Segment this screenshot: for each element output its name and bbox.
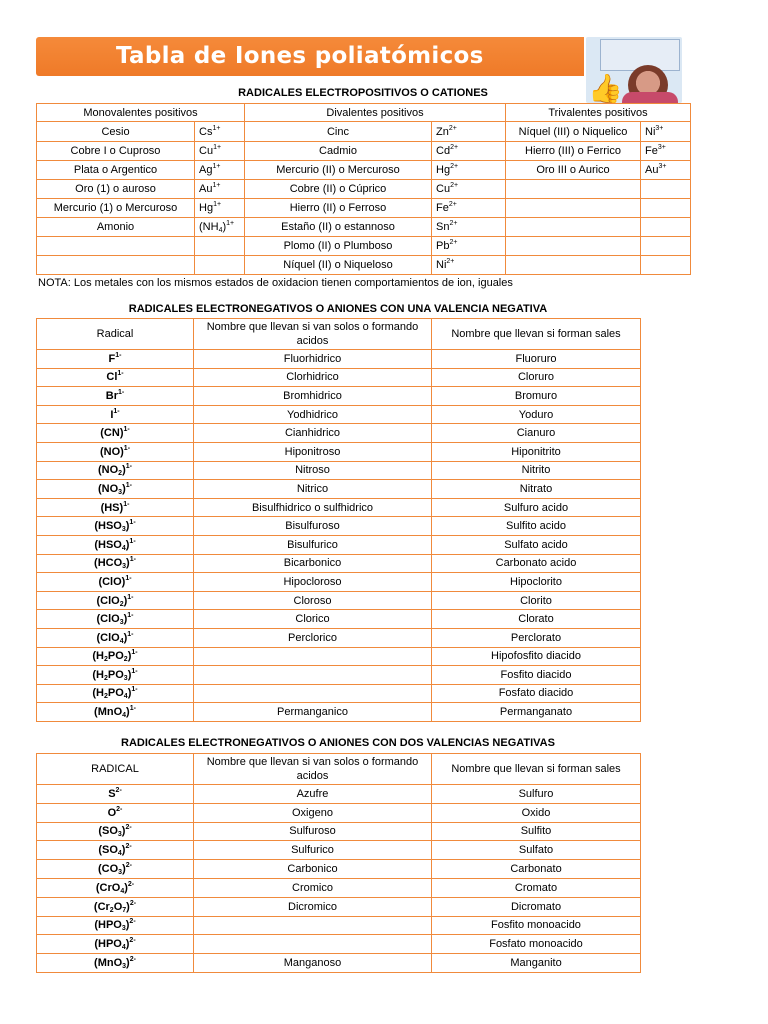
acid-name-cell: Hiponitroso	[194, 442, 432, 461]
charge-superscript: 2+	[450, 182, 459, 189]
cation-symbol-cell	[195, 256, 245, 275]
salt-name-cell: Cromato	[432, 878, 641, 897]
radical-formula-cell	[37, 480, 194, 499]
radical-formula-cell	[37, 554, 194, 573]
charge-superscript: 1+	[212, 124, 221, 132]
anions2-body	[37, 754, 641, 973]
acid-name-cell: Bisulfurico	[194, 535, 432, 554]
salt-name-cell: Cianuro	[432, 424, 641, 443]
cation-symbol-cell	[432, 161, 506, 180]
charge-superscript: 1-	[127, 593, 134, 601]
cation-name-cell: Mercurio (1) o Mercuroso	[37, 199, 195, 218]
cation-symbol-cell	[432, 122, 506, 142]
charge-superscript: 1-	[131, 649, 138, 657]
table-row	[37, 218, 691, 237]
formula-base: Au	[199, 183, 213, 195]
formula-base: Au	[645, 164, 659, 176]
charge-superscript: 1-	[125, 481, 132, 489]
acid-name-cell: Clorhidrico	[194, 368, 432, 387]
cation-symbol-cell	[641, 161, 691, 180]
anions1-table	[36, 318, 641, 722]
salt-name-cell: Sulfuro acido	[432, 498, 641, 517]
acid-name-cell: Cloroso	[194, 591, 432, 610]
charge-superscript: 2+	[449, 220, 458, 227]
charge-superscript: 2+	[449, 239, 458, 246]
charge-superscript: 1-	[129, 537, 136, 545]
cation-name-cell: Plomo (II) o Plumboso	[245, 237, 432, 256]
anions2-table	[36, 753, 641, 973]
table-row	[37, 703, 641, 722]
formula-base: Ni	[645, 125, 656, 138]
cation-name-cell: Cobre I o Cuproso	[37, 142, 195, 161]
table-row	[37, 591, 641, 610]
radical-formula-cell	[37, 498, 194, 517]
radical-formula-cell	[37, 666, 194, 685]
charge-superscript: 1+	[212, 182, 221, 189]
charge-superscript: 1-	[131, 667, 138, 675]
radical-formula-cell	[37, 684, 194, 703]
acid-name-cell: Azufre	[194, 785, 432, 804]
formula-base: $(H_2PO_3)$	[92, 668, 132, 682]
charge-superscript: 2-	[116, 805, 123, 813]
cation-symbol-cell	[641, 180, 691, 199]
charge-superscript: 2+	[450, 144, 459, 151]
anions1-header-cell: Radical	[37, 319, 194, 350]
formula-base: $(Cr_2O_7)$	[93, 900, 130, 914]
acid-name-cell: Hipocloroso	[194, 573, 432, 592]
charge-superscript: 2+	[446, 258, 455, 265]
salt-name-cell: Hiponitrito	[432, 442, 641, 461]
acid-name-cell: Carbonico	[194, 860, 432, 879]
acid-name-cell	[194, 666, 432, 685]
cation-name-cell	[506, 180, 641, 199]
cation-name-cell: Hierro (III) o Ferrico	[506, 142, 641, 161]
charge-superscript: 2+	[448, 124, 457, 132]
formula-base: Ag	[199, 164, 213, 176]
formula-base: $(HSO_3)$	[94, 520, 130, 534]
formula-base: (CN)	[100, 427, 124, 440]
cation-name-cell: Níquel (III) o Niquelico	[506, 122, 641, 142]
table-row	[37, 554, 641, 573]
salt-name-cell: Yoduro	[432, 405, 641, 424]
table-row	[37, 350, 641, 369]
radical-formula-cell	[37, 591, 194, 610]
acid-name-cell	[194, 684, 432, 703]
formula-base: Cd	[436, 145, 451, 157]
radical-formula-cell	[37, 405, 194, 424]
salt-name-cell: Nitrito	[432, 461, 641, 480]
cation-symbol-cell	[195, 122, 245, 142]
cations-body	[37, 104, 691, 275]
salt-name-cell: Carbonato	[432, 860, 641, 879]
table-row	[37, 535, 641, 554]
table-row	[37, 647, 641, 666]
acid-name-cell: Perclorico	[194, 628, 432, 647]
salt-name-cell: Bromuro	[432, 387, 641, 406]
cation-symbol-cell	[195, 237, 245, 256]
anions1-header-cell: Nombre que llevan si forman sales	[432, 319, 641, 350]
salt-name-cell: Nitrato	[432, 480, 641, 499]
formula-base: (MnO$_3$)	[94, 957, 130, 971]
banner-title: Tabla de Iones poliatómicos	[116, 43, 484, 69]
cations-header-cell: Trivalentes positivos	[506, 104, 691, 122]
anions1-body	[37, 319, 641, 722]
cation-name-cell: Plata o Argentico	[37, 161, 195, 180]
charge-superscript: 1-	[123, 444, 131, 452]
cation-name-cell: Amonio	[37, 218, 195, 237]
charge-superscript: 2-	[129, 956, 136, 964]
formula-base: (ClO$_4$)	[96, 631, 128, 645]
formula-base: $(SO_4)$	[98, 844, 126, 858]
radical-formula-cell	[37, 387, 194, 406]
cation-name-cell: Níquel (II) o Niqueloso	[245, 256, 432, 275]
cation-name-cell: Hierro (II) o Ferroso	[245, 199, 432, 218]
formula-base: (HS)	[100, 501, 124, 514]
formula-base: $(HPO_3)$	[94, 919, 130, 933]
formula-base: Hg	[199, 202, 214, 214]
charge-superscript: 1-	[117, 370, 124, 378]
note-text: NOTA: Los metales con los mismos estados de oxidacion tienen comportamientos de ion, iguales	[38, 277, 513, 289]
formula-base: S	[108, 787, 116, 800]
cations-table	[36, 103, 691, 275]
charge-superscript: 2-	[129, 937, 136, 945]
cation-symbol-cell	[195, 218, 245, 237]
formula-base: F	[108, 352, 116, 365]
formula-base: (ClO$_2$)	[96, 594, 128, 608]
formula-base: Cu	[199, 145, 214, 157]
radical-formula-cell	[37, 350, 194, 369]
cation-symbol-cell	[195, 161, 245, 180]
acid-name-cell: Clorico	[194, 610, 432, 629]
salt-name-cell: Perclorato	[432, 628, 641, 647]
cations-header-cell: Monovalentes positivos	[37, 104, 245, 122]
cation-symbol-cell	[432, 199, 506, 218]
radical-formula-cell	[37, 535, 194, 554]
anions2-header-cell: RADICAL	[37, 754, 194, 785]
acid-name-cell: Bromhidrico	[194, 387, 432, 406]
charge-superscript: 2+	[450, 163, 459, 170]
salt-name-cell: Sulfuro	[432, 785, 641, 804]
charge-superscript: 1+	[212, 163, 221, 170]
table-row	[37, 860, 641, 879]
cation-symbol-cell	[641, 199, 691, 218]
acid-name-cell: Manganoso	[194, 954, 432, 973]
table-row	[37, 841, 641, 860]
charge-superscript: 3+	[657, 144, 666, 151]
formula-base: Cu	[436, 183, 451, 195]
radical-formula-cell	[37, 841, 194, 860]
formula-base: $(NO_3)$	[98, 482, 126, 496]
charge-superscript: 2-	[125, 843, 132, 851]
charge-superscript: 2+	[448, 201, 457, 208]
salt-name-cell: Fosfato monoacido	[432, 935, 641, 954]
charge-superscript: 1-	[127, 630, 134, 638]
formula-base: $(NH_4)$	[199, 221, 227, 234]
formula-base: I	[110, 408, 114, 421]
salt-name-cell: Oxido	[432, 803, 641, 822]
acid-name-cell	[194, 647, 432, 666]
table-row	[37, 684, 641, 703]
radical-formula-cell	[37, 517, 194, 536]
cations-header-row	[37, 104, 691, 122]
formula-base: Ni	[436, 259, 447, 271]
salt-name-cell: Manganito	[432, 954, 641, 973]
charge-superscript: 1-	[118, 388, 125, 396]
charge-superscript: 2-	[129, 899, 137, 907]
formula-base: $(NO_2)$	[98, 464, 126, 478]
salt-name-cell: Cloruro	[432, 368, 641, 387]
table-row	[37, 480, 641, 499]
salt-name-cell: Clorito	[432, 591, 641, 610]
acid-name-cell	[194, 935, 432, 954]
charge-superscript: 1-	[113, 407, 120, 415]
radical-formula-cell	[37, 916, 194, 935]
cation-symbol-cell	[195, 142, 245, 161]
acid-name-cell: Nitrico	[194, 480, 432, 499]
charge-superscript: 1-	[129, 705, 136, 713]
cation-symbol-cell	[432, 142, 506, 161]
acid-name-cell: Permanganico	[194, 703, 432, 722]
formula-base: Br	[105, 389, 118, 402]
acid-name-cell: Oxigeno	[194, 803, 432, 822]
title-banner	[36, 37, 584, 76]
salt-name-cell: Sulfito	[432, 822, 641, 841]
cation-symbol-cell	[641, 256, 691, 275]
table-row	[37, 916, 641, 935]
charge-superscript: 1-	[131, 686, 138, 694]
formula-base: Cs	[199, 125, 213, 138]
acid-name-cell: Nitroso	[194, 461, 432, 480]
cation-name-cell: Mercurio (II) o Mercuroso	[245, 161, 432, 180]
charge-superscript: 2-	[129, 918, 136, 926]
cation-symbol-cell	[641, 122, 691, 142]
table-row	[37, 142, 691, 161]
salt-name-cell: Permanganato	[432, 703, 641, 722]
charge-superscript: 1-	[125, 574, 132, 582]
cation-name-cell: Estaño (II) o estannoso	[245, 218, 432, 237]
acid-name-cell: Dicromico	[194, 897, 432, 916]
table-row	[37, 442, 641, 461]
table-row	[37, 237, 691, 256]
cation-symbol-cell	[641, 142, 691, 161]
cation-name-cell	[506, 218, 641, 237]
table-row	[37, 368, 641, 387]
formula-base: $(SO_3)$	[98, 825, 126, 839]
anions1-header-cell: Nombre que llevan si van solos o formando acidos	[194, 319, 432, 350]
cation-name-cell: Cobre (II) o Cúprico	[245, 180, 432, 199]
formula-base: Sn	[436, 221, 450, 233]
thumbs-up-icon: 👍	[588, 73, 623, 103]
table-row	[37, 461, 641, 480]
formula-base: O	[107, 806, 117, 819]
acid-name-cell: Sulfurico	[194, 841, 432, 860]
formula-base: $(HSO_4)$	[94, 538, 130, 552]
charge-superscript: 1-	[127, 612, 134, 620]
formula-base: Hg	[436, 164, 451, 176]
radical-formula-cell	[37, 424, 194, 443]
cation-symbol-cell	[432, 256, 506, 275]
radical-formula-cell	[37, 878, 194, 897]
radical-formula-cell	[37, 573, 194, 592]
table-row	[37, 935, 641, 954]
acid-name-cell: Bicarbonico	[194, 554, 432, 573]
cation-name-cell: Cadmio	[245, 142, 432, 161]
table-row	[37, 256, 691, 275]
anions2-header-row	[37, 754, 641, 785]
salt-name-cell: Fosfato diacido	[432, 684, 641, 703]
formula-base: Cl	[106, 371, 118, 384]
table-row	[37, 405, 641, 424]
table-row	[37, 628, 641, 647]
table-row	[37, 180, 691, 199]
table-row	[37, 878, 641, 897]
cation-name-cell: Oro (1) o auroso	[37, 180, 195, 199]
charge-superscript: 3+	[655, 124, 664, 132]
radical-formula-cell	[37, 442, 194, 461]
cation-symbol-cell	[195, 180, 245, 199]
radical-formula-cell	[37, 628, 194, 647]
cation-symbol-cell	[432, 237, 506, 256]
radical-formula-cell	[37, 647, 194, 666]
cation-name-cell	[506, 256, 641, 275]
formula-base: Fe	[436, 202, 449, 214]
salt-name-cell: Fosfito monoacido	[432, 916, 641, 935]
radical-formula-cell	[37, 822, 194, 841]
charge-superscript: 2-	[125, 862, 132, 870]
acid-name-cell: Sulfuroso	[194, 822, 432, 841]
radical-formula-cell	[37, 610, 194, 629]
cation-name-cell	[37, 256, 195, 275]
cation-name-cell: Oro III o Aurico	[506, 161, 641, 180]
cation-name-cell: Cinc	[245, 122, 432, 142]
charge-superscript: 1-	[125, 463, 132, 471]
formula-base: Fe	[645, 145, 658, 157]
formula-base: $(HPO_4)$	[94, 938, 130, 952]
cation-name-cell	[506, 237, 641, 256]
formula-base: $(H_2PO_4)$	[92, 687, 132, 701]
anions1-title: RADICALES ELECTRONEGATIVOS O ANIONES CON UNA VALENCIA NEGATIVA	[128, 303, 548, 315]
charge-superscript: 1+	[213, 144, 222, 151]
anions2-header-cell: Nombre que llevan si van solos o formando acidos	[194, 754, 432, 785]
salt-name-cell: Hipoclorito	[432, 573, 641, 592]
formula-base: (ClO$_3$)	[96, 613, 128, 627]
anions2-title: RADICALES ELECTRONEGATIVOS O ANIONES CON DOS VALENCIAS NEGATIVAS	[121, 737, 555, 749]
radical-formula-cell	[37, 935, 194, 954]
salt-name-cell: Sulfito acido	[432, 517, 641, 536]
table-row	[37, 954, 641, 973]
acid-name-cell: Bisulfuroso	[194, 517, 432, 536]
cation-symbol-cell	[641, 237, 691, 256]
salt-name-cell: Sulfato	[432, 841, 641, 860]
radical-formula-cell	[37, 860, 194, 879]
charge-superscript: 1-	[129, 519, 136, 527]
table-row	[37, 803, 641, 822]
acid-name-cell: Cianhidrico	[194, 424, 432, 443]
radical-formula-cell	[37, 785, 194, 804]
salt-name-cell: Fluoruro	[432, 350, 641, 369]
formula-base: $(HCO_3)$	[94, 557, 130, 571]
anions1-header-row	[37, 319, 641, 350]
radical-formula-cell	[37, 803, 194, 822]
charge-superscript: 1-	[123, 426, 130, 434]
salt-name-cell: Hipofosfito diacido	[432, 647, 641, 666]
charge-superscript: 1+	[226, 220, 235, 227]
table-row	[37, 387, 641, 406]
radical-formula-cell	[37, 703, 194, 722]
table-row	[37, 610, 641, 629]
table-row	[37, 498, 641, 517]
charge-superscript: 3+	[658, 163, 667, 170]
salt-name-cell: Dicromato	[432, 897, 641, 916]
table-row	[37, 822, 641, 841]
table-row	[37, 666, 641, 685]
cation-name-cell	[37, 237, 195, 256]
charge-superscript: 1-	[115, 351, 122, 359]
charge-superscript: 2-	[125, 824, 132, 832]
charge-superscript: 2-	[115, 786, 122, 794]
cation-symbol-cell	[641, 218, 691, 237]
radical-formula-cell	[37, 461, 194, 480]
charge-superscript: 1-	[129, 556, 136, 564]
acid-name-cell: Fluorhidrico	[194, 350, 432, 369]
formula-base: Pb	[436, 240, 450, 252]
table-row	[37, 897, 641, 916]
table-row	[37, 161, 691, 180]
acid-name-cell: Bisulfhidrico o sulfhidrico	[194, 498, 432, 517]
formula-base: (MnO$_4$)	[94, 706, 130, 720]
table-row	[37, 573, 641, 592]
formula-base: (NO)	[99, 445, 124, 458]
charge-superscript: 1+	[213, 201, 222, 208]
radical-formula-cell	[37, 954, 194, 973]
cation-symbol-cell	[432, 218, 506, 237]
salt-name-cell: Fosfito diacido	[432, 666, 641, 685]
formula-base: (ClO)	[98, 575, 126, 588]
salt-name-cell: Sulfato acido	[432, 535, 641, 554]
salt-name-cell: Carbonato acido	[432, 554, 641, 573]
formula-base: Zn	[436, 125, 449, 138]
anions2-header-cell: Nombre que llevan si forman sales	[432, 754, 641, 785]
table-row	[37, 122, 691, 142]
cation-symbol-cell	[432, 180, 506, 199]
radical-formula-cell	[37, 368, 194, 387]
radical-formula-cell	[37, 897, 194, 916]
formula-base: (CrO$_4$)	[95, 881, 128, 895]
cations-header-cell: Divalentes positivos	[245, 104, 506, 122]
acid-name-cell: Cromico	[194, 878, 432, 897]
table-row	[37, 517, 641, 536]
table-row	[37, 424, 641, 443]
formula-base: $(CO_3)$	[98, 863, 126, 877]
acid-name-cell	[194, 916, 432, 935]
cations-title: RADICALES ELECTROPOSITIVOS O CATIONES	[238, 87, 488, 99]
formula-base: $(H_2PO_2)$	[92, 650, 132, 664]
acid-name-cell: Yodhidrico	[194, 405, 432, 424]
table-row	[37, 785, 641, 804]
salt-name-cell: Clorato	[432, 610, 641, 629]
table-row	[37, 199, 691, 218]
charge-superscript: 2-	[127, 880, 135, 888]
cation-name-cell	[506, 199, 641, 218]
charge-superscript: 1-	[123, 500, 130, 508]
cation-symbol-cell	[195, 199, 245, 218]
cation-name-cell: Cesio	[37, 122, 195, 142]
